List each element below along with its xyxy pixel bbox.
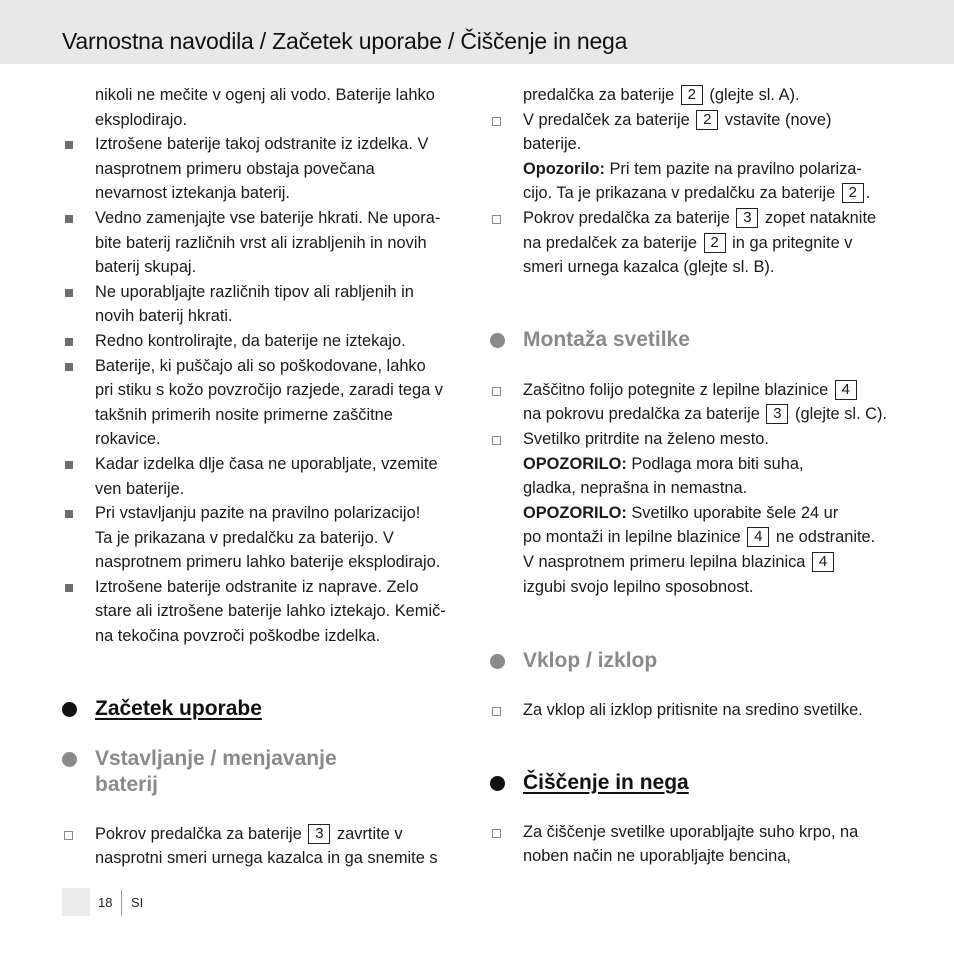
reference-number-box: 3 — [308, 824, 330, 844]
list-item: Za čiščenje svetilke uporabljajte suho krpo, na noben način ne uporabljajte bencina, — [490, 820, 910, 869]
warning-label: Opozorilo: — [523, 159, 605, 178]
bullet-dot-icon — [62, 702, 77, 717]
warning-label: OPOZORILO: — [523, 503, 627, 522]
step-box-icon — [492, 707, 501, 716]
list-item: Baterije, ki puščajo ali so poškodovane, lahko pri stiku s kožo povzročijo razjede, zaradi tega v takšnih primerih nosite primerne zaščitne rokavice. — [62, 354, 472, 452]
continued-step: predalčka za baterije 2 (glejte sl. A). — [523, 86, 800, 104]
bullet-dot-icon — [490, 333, 505, 348]
list-item: Zaščitno folijo potegnite z lepilne blazinice 4 na pokrovu predalčka za baterije 3 (glejte sl. C). — [490, 378, 910, 427]
left-column — [62, 83, 472, 871]
section-heading-battery: Vstavljanje / menjavanje baterij — [62, 746, 472, 798]
section-heading-clean: Čiščenje in nega — [490, 770, 910, 796]
step-box-icon — [492, 829, 501, 838]
page-number: 18 — [98, 895, 113, 910]
list-item: Redno kontrolirajte, da baterije ne iztekajo. — [62, 329, 472, 354]
square-bullet-icon — [65, 338, 73, 346]
square-bullet-icon — [65, 461, 73, 469]
footer-divider — [121, 890, 122, 916]
list-item: Pokrov predalčka za baterije 3 zavrtite v nasprotni smeri urnega kazalca in ga snemite s — [62, 822, 472, 871]
square-bullet-icon — [65, 141, 73, 149]
reference-number-box: 2 — [704, 233, 726, 253]
bullet-dot-icon — [490, 654, 505, 669]
list-item: Ne uporabljajte različnih tipov ali rabljenih in novih baterij hkrati. — [62, 280, 472, 329]
square-bullet-icon — [65, 215, 73, 223]
intro-paragraph: nikoli ne mečite v ogenj ali vodo. Baterije lahko eksplodirajo. — [95, 86, 435, 129]
section-heading-start: Začetek uporabe — [62, 696, 472, 722]
section-heading-mount: Montaža svetilke — [490, 327, 910, 353]
step-box-icon — [492, 117, 501, 126]
reference-number-box: 2 — [842, 183, 864, 203]
list-item: Za vklop ali izklop pritisnite na sredino svetilke. — [490, 698, 910, 723]
list-item: Iztrošene baterije takoj odstranite iz izdelka. V nasprotnem primeru obstaja povečana nevarnost iztekanja baterij. — [62, 132, 472, 206]
reference-number-box: 2 — [681, 85, 703, 105]
list-item: Vedno zamenjajte vse baterije hkrati. Ne upora- bite baterij različnih vrst ali izrabljenih in novih baterij skupaj. — [62, 206, 472, 280]
list-item: Iztrošene baterije odstranite iz naprave. Zelo stare ali iztrošene baterije lahko iztekajo. Kemič- na tekočina povzroči poškodbe izdelka. — [62, 575, 472, 649]
list-item: Pokrov predalčka za baterije 3 zopet nataknite na predalček za baterije 2 in ga pritegnite v smeri urnega kazalca (glejte sl. B). — [490, 206, 910, 280]
list-item: Kadar izdelka dlje časa ne uporabljate, vzemite ven baterije. — [62, 452, 472, 501]
reference-number-box: 3 — [766, 404, 788, 424]
step-box-icon — [64, 831, 73, 840]
list-item: Pri vstavljanju pazite na pravilno polarizacijo! Ta je prikazana v predalčku za baterijo. V nasprotnem primeru lahko baterije eksplodirajo. — [62, 501, 472, 575]
bullet-dot-icon — [62, 752, 77, 767]
bullet-dot-icon — [490, 776, 505, 791]
list-item: V predalček za baterije 2 vstavite (nove) baterije. Opozorilo: Pri tem pazite na pravilno polariza- cijo. Ta je prikazana v predalčku za baterije 2 . — [490, 108, 910, 206]
reference-number-box: 2 — [696, 110, 718, 130]
step-box-icon — [492, 215, 501, 224]
list-item: Svetilko pritrdite na želeno mesto. OPOZORILO: Podlaga mora biti suha, gladka, neprašna in nemastna. OPOZORILO: Svetilko uporabite šele 24 ur po montaži in lepilne blazinice 4 ne odstranite. V nasprotnem primeru lepilna blazinica 4 izgubi svojo lepilno sposobnost. — [490, 427, 910, 599]
square-bullet-icon — [65, 363, 73, 371]
reference-number-box: 3 — [736, 208, 758, 228]
right-column — [490, 83, 910, 869]
page-title: Varnostna navodila / Začetek uporabe / Čiščenje in nega — [62, 28, 628, 54]
reference-number-box: 4 — [747, 527, 769, 547]
step-box-icon — [492, 436, 501, 445]
language-code: SI — [131, 895, 144, 910]
reference-number-box: 4 — [835, 380, 857, 400]
section-heading-onoff: Vklop / izklop — [490, 648, 910, 674]
reference-number-box: 4 — [812, 552, 834, 572]
square-bullet-icon — [65, 510, 73, 518]
footer-tab — [62, 888, 90, 916]
square-bullet-icon — [65, 289, 73, 297]
square-bullet-icon — [65, 584, 73, 592]
warning-label: OPOZORILO: — [523, 454, 627, 473]
step-box-icon — [492, 387, 501, 396]
